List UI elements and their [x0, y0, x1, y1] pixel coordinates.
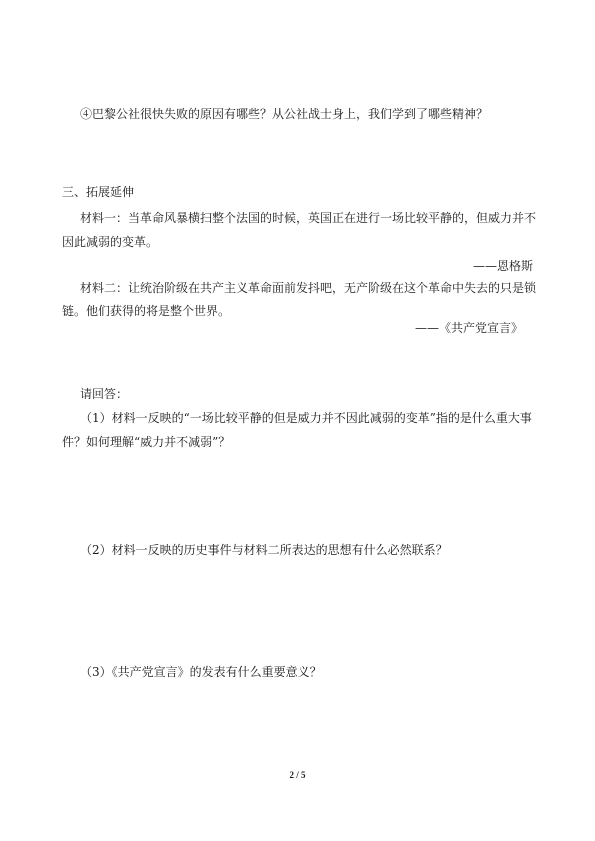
answer-prompt: 请回答：	[80, 387, 129, 401]
question-3-3: （3）《共产党宣言》的发表有什么重要意义？	[80, 665, 322, 679]
material-1-line-1: 材料一：当革命风暴横扫整个法国的时候，英国正在进行一场比较平静的，但威力并不	[80, 211, 537, 225]
material-2-line-1: 材料二：让统治阶级在共产主义革命面前发抖吧，无产阶级在这个革命中失去的只是锁	[80, 281, 537, 295]
section-heading: 三、拓展延伸	[62, 185, 135, 199]
question-3-2: （2）材料一反映的历史事件与材料二所表达的思想有什么必然联系？	[80, 543, 448, 557]
material-2-line-2: 链。他们获得的将是整个世界。	[62, 304, 231, 318]
question-3-1-line-2: 件？如何理解“威力并不减弱”？	[62, 435, 231, 449]
material-1-attribution: ——恩格斯	[472, 259, 533, 273]
material-1-line-2: 因此减弱的变革。	[62, 235, 159, 249]
material-2-attribution: ——《共产党宣言》	[414, 321, 523, 335]
page-number: 2 / 5	[289, 770, 306, 780]
question-4: ④巴黎公社很快失败的原因有哪些？从公社战士身上，我们学到了哪些精神？	[80, 107, 489, 121]
question-3-1-line-1: （1）材料一反映的“一场比较平静的但是威力并不因此减弱的变革”指的是什么重大事	[80, 411, 532, 425]
